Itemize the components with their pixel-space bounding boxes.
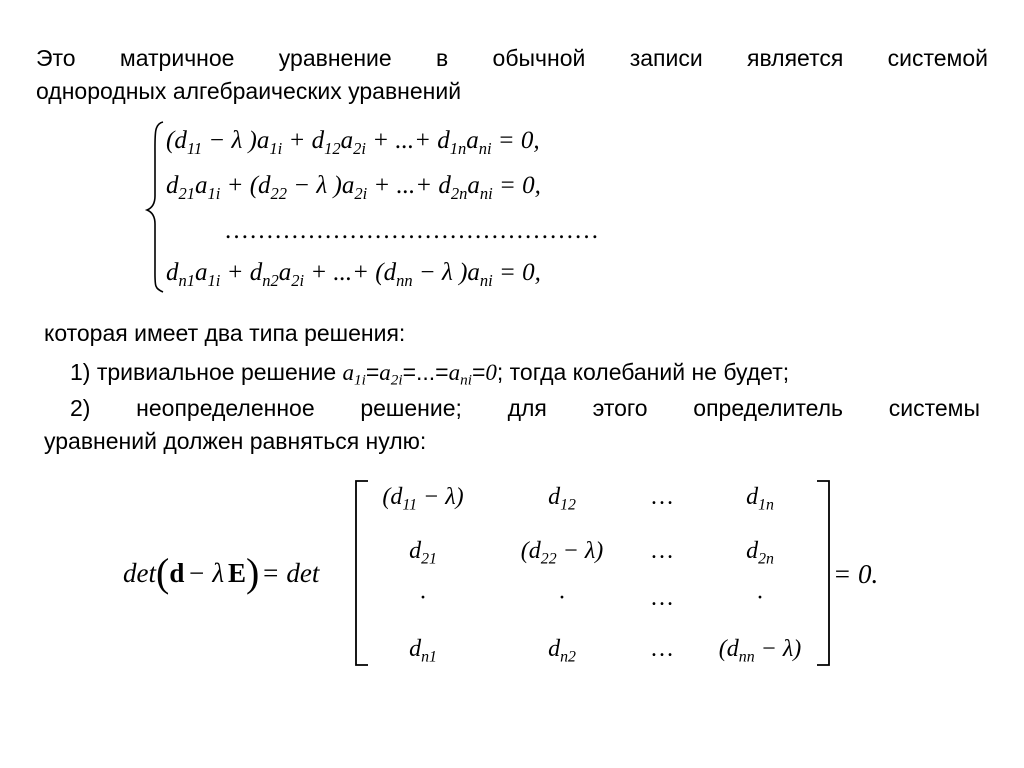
matrix-cell-r1-c1: $(d_{11} - \lambda)$ — [382, 484, 464, 514]
solutions-header: которая имеет два типа решения: — [44, 320, 406, 346]
matrix-cell-r2-c4: $d_{2n}$ — [746, 538, 774, 568]
matrix-cell-r1-c2: $d_{12}$ — [548, 484, 576, 514]
determinant-lhs: det(d − λ E)= det — [123, 550, 320, 595]
matrix-cell-r2-c2: $(d_{22} - \lambda)$ — [520, 538, 604, 568]
system-row-1: ($d_{11} - \lambda$ )$a_{1i} + d_{12}a_{2i}$ + ...+ $d_{1n}a_{ni} = 0$, — [166, 127, 540, 158]
matrix-cell-r1-c3: … — [650, 484, 674, 510]
matrix-cell-r2-c3: … — [650, 538, 674, 564]
matrix-cell-r1-c4: $d_{1n}$ — [746, 484, 774, 514]
system-row-2: $d_{21}a_{1i} + (d_{22} - \lambda$ )$a_{2i}$ + ...+ $d_{2n}a_{ni} = 0$, — [166, 172, 541, 203]
solution-item-1: 1) тривиальное решение $a_{1i}=a_{2i}=...=a_{ni}=0$; тогда колебаний не будет; — [70, 359, 790, 389]
matrix-cell-r4-c1: $d_{n1}$ — [409, 636, 437, 666]
matrix-cell-r2-c1: $d_{21}$ — [409, 538, 437, 568]
system-row-n: $d_{n1}a_{1i} + d_{n2}a_{2i}$ + ...+ ($d_{nn} - \lambda$ )$a_{ni} = 0$, — [166, 259, 541, 290]
system-row-ellipsis: ……………………………………… — [224, 217, 599, 244]
matrix-cell-r3-c4: · — [756, 585, 764, 611]
matrix-cell-r3-c3: … — [650, 585, 674, 611]
matrix-cell-r4-c3: … — [650, 636, 674, 662]
intro-line-1: Это матричное уравнение в обычной записи является системой — [36, 45, 988, 71]
matrix-cell-r4-c2: $d_{n2}$ — [548, 636, 576, 666]
solution-item-2-line-1: 2) неопределенное решение; для этого определитель системы — [70, 395, 980, 421]
matrix-cell-r4-c4: $(d_{nn} - \lambda)$ — [718, 636, 802, 666]
determinant-rhs: = 0. — [833, 559, 879, 589]
matrix-cell-r3-c2: · — [558, 585, 566, 611]
intro-line-2: однородных алгебраических уравнений — [36, 78, 462, 104]
solution-item-2-line-2: уравнений должен равняться нулю: — [44, 428, 427, 454]
matrix-cell-r3-c1: · — [419, 585, 427, 611]
